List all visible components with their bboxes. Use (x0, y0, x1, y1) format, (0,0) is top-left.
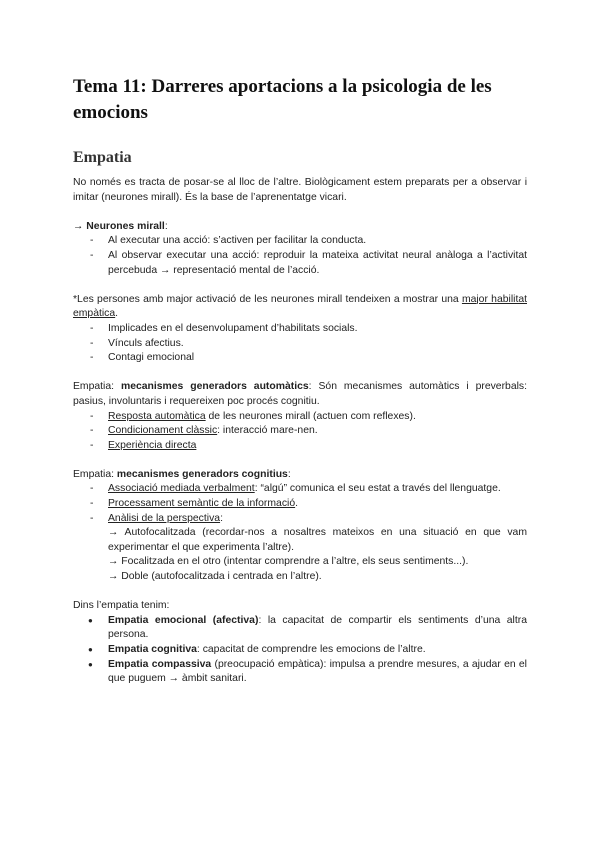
types-list (73, 614, 527, 687)
neurones-heading: → Neurones mirall: (73, 220, 168, 232)
cognitius-list (73, 482, 527, 584)
list-item: - Processament semàntic de la informació. (73, 497, 527, 512)
perspective-sub-item: → Doble (autofocalitzada i centrada en l’altre). (108, 571, 322, 583)
note-link: major habilitat empàtica (73, 293, 527, 320)
automatics-list (73, 410, 527, 454)
section-heading: Empatia (73, 149, 132, 166)
list-item: - Resposta automàtica de les neurones mirall (actuen com reflexes). (73, 410, 527, 425)
note-list (73, 322, 527, 366)
list-item: - Anàlisi de la perspectiva: → Autofocalitzada (recordar-nos a nosaltres mateixos en una situació en que vam experimentar el que experimenta l’altre). → Focalitzada en el otro (intentar comprendre a l’altre, els seus sentiments...). → Doble (autofocalitzada i centrada en l’altre). (73, 512, 527, 585)
list-item: ● Empatia compassiva (preocupació empàtica): impulsa a prendre mesures, a ajudar en el que puguem → àmbit sanitari. (73, 658, 527, 687)
list-item: - Implicades en el desenvolupament d’habilitats socials. (73, 322, 527, 337)
types-intro: Dins l’empatia tenim: (73, 600, 170, 612)
neurones-list (73, 234, 527, 278)
neurones-label: Neurones mirall (86, 220, 165, 232)
automatics-label: mecanismes generadors automàtics (120, 381, 309, 393)
list-item: - Contagi emocional (73, 351, 527, 366)
cognitius-label: mecanismes generadors cognitius (116, 468, 288, 480)
list-item: - Al executar una acció: s’activen per facilitar la conducta. (73, 234, 527, 249)
document-body (73, 176, 527, 687)
perspective-sub-item: → Focalitzada en el otro (intentar comprendre a l’altre, els seus sentiments...). (108, 556, 469, 568)
document-title: Tema 11: Darreres aportacions a la psicologia de les emocions (73, 76, 492, 123)
list-item: - Al observar executar una acció: reproduir la mateixa activitat neural anàloga a l’activitat percebuda → representació mental de l’acció. (73, 249, 527, 278)
note-paragraph: *Les persones amb major activació de les neurones mirall tendeixen a mostrar una major habilitat empàtica. (73, 293, 527, 320)
cognitius-paragraph: Empatia: mecanismes generadors cognitius: (73, 468, 291, 480)
list-item: - Associació mediada verbalment: “algú” comunica el seu estat a través del llenguatge. (73, 482, 527, 497)
list-item: - Condicionament clàssic: interacció mare-nen. (73, 424, 527, 439)
intro-paragraph: No només es tracta de posar-se al lloc de l’altre. Biològicament estem preparats per a observar i imitar (neurones mirall). És la base de l’aprenentatge vicari. (73, 177, 527, 203)
automatics-paragraph: Empatia: mecanismes generadors automàtics: Són mecanismes automàtics i preverbals: pasius, involuntaris i requereixen poc procés cognitiu. (73, 381, 527, 407)
list-item: - Vínculs afectius. (73, 337, 527, 352)
perspective-sub-item: → Autofocalitzada (recordar-nos a nosaltres mateixos en una situació en que vam experimentar el que experimenta l’altre). (108, 527, 527, 553)
list-item: ● Empatia emocional (afectiva): la capacitat de compartir els sentiments d’una altra persona. (73, 614, 527, 643)
list-item: - Experiència directa (73, 439, 527, 454)
list-item: ● Empatia cognitiva: capacitat de comprendre les emocions de l’altre. (73, 643, 527, 658)
